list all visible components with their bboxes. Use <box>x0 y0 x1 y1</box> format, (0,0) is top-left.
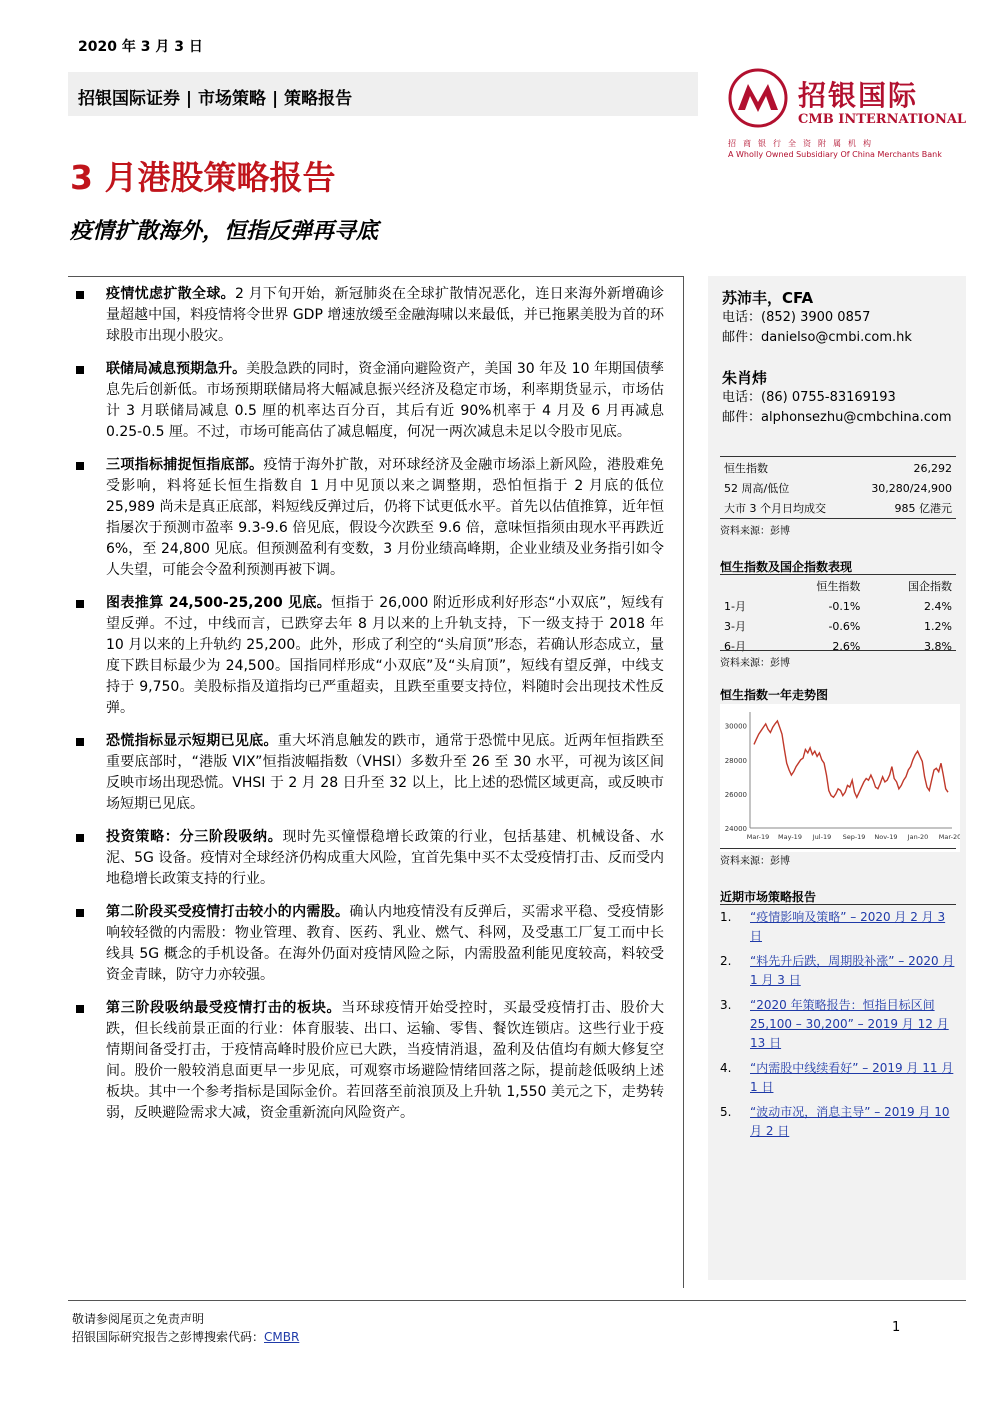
y-tick-label: 26000 <box>724 790 747 799</box>
x-tick-label: Nov-19 <box>874 833 898 841</box>
cmbi-logo <box>728 68 968 164</box>
x-tick-label: May-19 <box>778 833 802 841</box>
bullet-paragraph <box>72 593 664 719</box>
table-row <box>720 458 956 478</box>
bullet-paragraph <box>72 455 664 581</box>
recent-reports-title: 近期市场策略报告 <box>720 890 817 904</box>
bullet-heading: 恐慌指标显示短期已见底。 <box>106 733 278 749</box>
report-number: 2. <box>720 954 732 968</box>
report-list-item <box>720 1059 960 1097</box>
bullet-square-icon <box>76 600 84 608</box>
table-row <box>720 478 956 498</box>
x-tick-label: Sep-19 <box>842 833 866 841</box>
table-cell: 3-月 <box>724 620 746 633</box>
analyst-phone: 电话：(852) 3900 0857 <box>722 310 871 325</box>
bullet-body: 恒指于 26,000 附近形成利好形态“小双底”，短线有望反弹。不过，中线而言，已跌穿去年 8 月以来的上升轨支持，下一级支持于 2018 年 10 月以来的上升轨约 25,200。此外，形成了利空的“头肩顶”形态，若确认形态成立，量度下跌目标最少为 24,500。国指同样形成“小双底”及“头肩顶”，短线有望反弹，中线支持于 9,750。美股标指及道指均已严重超卖，且跌至重要支持位，料随时会出现技术性反弹。 <box>106 595 664 716</box>
table-cell: 1-月 <box>724 600 746 613</box>
source-note: 资料来源：彭博 <box>720 658 790 669</box>
divider <box>720 848 956 849</box>
y-tick-label: 28000 <box>724 756 747 765</box>
bullet-paragraph <box>72 902 664 986</box>
bullet-square-icon <box>76 834 84 842</box>
table-cell: -0.1% <box>828 599 861 613</box>
bullet-body: 2 月下旬开始，新冠肺炎在全球扩散情况恶化，连日来海外新增确诊量超越中国，料疫情将令世界 GDP 增速放缓至金融海啸以来最低，并已拖累美股为首的环球股市出现小股灾。 <box>106 286 665 344</box>
divider <box>720 456 956 457</box>
report-number: 1. <box>720 910 732 924</box>
report-list-item <box>720 996 960 1053</box>
divider <box>720 904 956 905</box>
divider <box>720 650 956 651</box>
report-link[interactable]: “料先升后跌，周期股补涨” – 2020 月 1 月 3 日 <box>750 954 955 987</box>
bullet-paragraph <box>72 284 664 347</box>
bullet-heading: 投资策略：分三阶段吸纳。 <box>106 829 283 845</box>
table-row <box>720 498 956 518</box>
report-number: 5. <box>720 1105 732 1119</box>
report-list-item <box>720 908 960 946</box>
table-cell: 30,280/24,900 <box>871 481 952 495</box>
bullet-heading: 图表推算 24,500-25,200 见底。 <box>106 595 332 611</box>
bullet-square-icon <box>76 291 84 299</box>
analyst-name: 苏沛丰，CFA <box>722 289 814 307</box>
bullet-heading: 疫情忧虑扩散全球。 <box>106 286 235 302</box>
cmbi-logo-icon <box>728 68 788 128</box>
perf-table-title: 恒生指数及国企指数表现 <box>720 560 853 574</box>
page-number: 1 <box>892 1320 901 1335</box>
footer-disclaimer: 敬请参阅尾页之免责声明 <box>72 1312 205 1326</box>
hsi-chart-svg <box>720 704 960 852</box>
report-link[interactable]: “波动市况，消息主导” – 2019 月 10 月 2 日 <box>750 1105 950 1138</box>
analyst-email[interactable]: 邮件：danielso@cmbi.com.hk <box>722 330 912 345</box>
x-tick-label: Jan-20 <box>907 833 929 841</box>
hsi-chart <box>720 704 960 852</box>
bullet-paragraph <box>72 359 664 443</box>
table-cell: 3.8% <box>924 639 952 653</box>
analyst-1 <box>722 288 912 348</box>
report-link[interactable]: “疫情影响及策略” – 2020 月 2 月 3 日 <box>750 910 946 943</box>
bullet-square-icon <box>76 366 84 374</box>
table-row <box>720 596 956 616</box>
recent-reports-list <box>720 908 960 1147</box>
report-number: 4. <box>720 1061 732 1075</box>
hsi-series-line <box>754 721 948 797</box>
bullet-heading: 第二阶段买受疫情打击较小的内需股。 <box>106 904 350 920</box>
y-tick-label: 30000 <box>724 722 747 731</box>
bullet-square-icon <box>76 1005 84 1013</box>
sidebar <box>708 276 966 1280</box>
report-date: 2020 年 3 月 3 日 <box>78 39 203 55</box>
report-link[interactable]: “2020 年策略报告：恒指目标区间 25,100 – 30,200” – 2019 月 12 月 13 日 <box>750 998 949 1050</box>
table-cell: 2.4% <box>924 599 952 613</box>
logo-name-cn: 招银国际 <box>798 79 919 112</box>
bullet-body: 当环球疫情开始受控时，买最受疫情打击、股价大跌，但长线前景正面的行业：体育服装、出口、运输、零售、餐饮连锁店。这些行业于疫情期间备受打击，于疫情高峰时股价应已大跌，当疫情消退，盈利及估值均有颇大修复空间。股价一般较消息面更早一步见底，可观察市场避险情绪回落之际，提前趁低吸纳上述板块。其中一个参考指标是国际金价。若回落至前浪顶及上升轨 1,550 美元之下，走势转弱，反映避险需求大减，资金重新流向风险资产。 <box>106 1000 665 1121</box>
table-cell: 1.2% <box>924 619 952 633</box>
analyst-email[interactable]: 邮件：alphonsezhu@cmbchina.com <box>722 410 952 425</box>
bloomberg-code-link[interactable]: CMBR <box>264 1330 300 1344</box>
bullet-square-icon <box>76 738 84 746</box>
x-tick-label: Mar-20 <box>938 833 960 841</box>
table-cell: 26,292 <box>913 461 952 475</box>
footer-divider <box>68 1300 966 1301</box>
report-subtitle: 疫情扩散海外，恒指反弹再寻底 <box>70 219 379 244</box>
bullet-heading: 三项指标捕捉恒指底部。 <box>106 457 264 473</box>
bullet-body: 疫情于海外扩散，对环球经济及金融市场添上新风险，港股难免受影响，料将延长恒生指数自 1 月中见顶以来之调整期，恐怕恒指于 2 月底的低位 25,989 尚未是真正底部，料短线反弹过后，仍将下试更低水平。首先以估值推算，近年恒指屡次于预测市盈率 9.3-9.6 倍见底，假设今次跌至 9.6 倍，意味恒指须由现水平再跌近 6%，至 24,800 见底。但预测盈利有变数，3 月份业绩高峰期，企业业绩及业务指引如令人失望，可能会令盈利预测再被下调。 <box>106 457 665 578</box>
table-cell: 6-月 <box>724 640 746 653</box>
perf-table <box>720 576 956 656</box>
logo-subtitle-cn: 招商银行全资附属机构 <box>728 139 878 148</box>
report-number: 3. <box>720 998 732 1012</box>
table-row <box>720 636 956 656</box>
bullet-body: 美股急跌的同时，资金涌向避险资产，美国 30 年及 10 年期国债孳息先后创新低。市场预期联储局将大幅减息振兴经济及稳定市场，利率期货显示，市场估计 3 月联储局减息 0.5 厘的机率达百分百，其后有近 90%机率于 4 月及 6 月再减息 0.25-0.5 厘。不过，市场可能高估了减息幅度，何况一两次减息未足以令股市见底。 <box>106 361 665 440</box>
bullet-heading: 第三阶段吸纳最受疫情打击的板块。 <box>106 1000 342 1016</box>
divider <box>720 518 956 519</box>
table-header: 国企指数 <box>908 580 952 593</box>
logo-name-en: CMB INTERNATIONAL <box>798 112 967 127</box>
bullet-square-icon <box>76 909 84 917</box>
table-cell: 2.6% <box>832 639 861 653</box>
analyst-phone: 电话：(86) 0755-83169193 <box>722 390 896 405</box>
x-tick-label: Jul-19 <box>812 833 832 841</box>
bullet-paragraph <box>72 998 664 1124</box>
bullet-list <box>72 284 664 1136</box>
source-note: 资料来源：彭博 <box>720 526 790 537</box>
x-tick-label: Mar-19 <box>746 833 770 841</box>
bullet-body: 现时先买憧憬稳增长政策的行业，包括基建、机械设备、水泥、5G 设备。疫情对全球经济仍构成重大风险，宜首先集中买不太受疫情打击、反而受内地稳增长政策支持的行业。 <box>106 829 665 887</box>
table-cell: 985 亿港元 <box>894 502 952 515</box>
footer-bloomberg <box>72 1328 299 1345</box>
analyst-2 <box>722 368 952 428</box>
source-note: 资料来源：彭博 <box>720 856 790 867</box>
analyst-name: 朱肖炜 <box>722 369 768 387</box>
footer-code-label: 招银国际研究报告之彭博搜索代码： <box>72 1330 265 1344</box>
table-header-row <box>720 576 956 596</box>
report-list-item <box>720 1103 960 1141</box>
bullet-heading: 联储局减息预期急升。 <box>106 361 247 377</box>
table-cell: 大市 3 个月日均成交 <box>724 502 826 515</box>
breadcrumb: 招银国际证券 | 市场策略 | 策略报告 <box>78 89 353 109</box>
bullet-body: 重大坏消息触发的跌市，通常于恐慌中见底。近两年恒指跌至重要底部时，“港版 VIX”恒指波幅指数（VHSI）多数升至 26 至 30 水平，可视为该区间反映市场出现恐慌。VHSI 于 2 月 28 日升至 32 以上，比上述的恐慌区域更高，或反映市场短期已见底。 <box>106 733 665 812</box>
bullet-paragraph <box>72 731 664 815</box>
table-cell: 52 周高/低位 <box>724 482 790 495</box>
table-header: 恒生指数 <box>816 580 861 593</box>
divider <box>720 574 956 575</box>
bullet-square-icon <box>76 462 84 470</box>
table-cell: -0.6% <box>828 619 861 633</box>
bullet-paragraph <box>72 827 664 890</box>
chart-title: 恒生指数一年走势图 <box>720 688 829 702</box>
bullet-body: 确认内地疫情没有反弹后，买需求平稳、受疫情影响较轻微的内需股：物业管理、教育、医药、乳业、燃气、科网，及受惠工厂复工而中长线具 5G 概念的手机设备。在海外仍面对疫情风险之际，内需股盈利能见度较高，料较受资金青睐，防守力亦较强。 <box>106 904 665 983</box>
report-link[interactable]: “内需股中线续看好” – 2019 月 11 月 1 日 <box>750 1061 954 1094</box>
logo-subtitle-en: A Wholly Owned Subsidiary Of China Merchants Bank <box>728 150 942 159</box>
report-title: 3 月港股策略报告 <box>70 158 336 197</box>
table-cell: 恒生指数 <box>724 462 768 475</box>
market-stats-table <box>720 458 956 518</box>
table-row <box>720 616 956 636</box>
report-list-item <box>720 952 960 990</box>
y-tick-label: 24000 <box>724 825 747 833</box>
table-header <box>720 576 773 596</box>
